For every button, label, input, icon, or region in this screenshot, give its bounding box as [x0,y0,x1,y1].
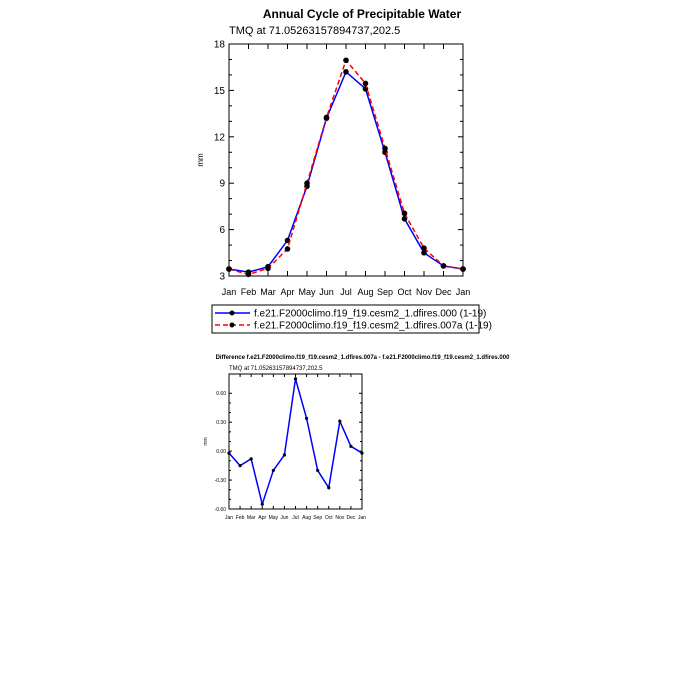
series-0-point [272,469,275,472]
plot-frame [229,374,362,509]
series-0-point [238,464,241,467]
x-tick-label: Jul [292,515,299,521]
series-0-point [327,486,330,489]
x-tick-label: Jun [319,287,334,297]
series-1-point [246,272,252,278]
x-tick-label: Dec [435,287,452,297]
series-1-point [226,266,232,272]
y-tick-label: 12 [213,132,225,144]
x-tick-label: Aug [357,287,374,297]
x-tick-label: Jan [224,515,234,521]
y-tick-label: 9 [219,178,225,190]
x-tick-label: Dec [346,515,356,521]
series-0-point [305,417,308,420]
series-line-0 [229,379,362,504]
x-tick-label: Jun [280,515,289,521]
y-tick-label: -0.60 [214,506,226,513]
x-tick-label: Feb [235,515,245,521]
series-0-point [261,503,264,506]
y-tick-label: 15 [213,85,225,97]
legend-marker-0 [230,311,235,316]
legend-marker-1 [230,323,235,328]
y-tick-label: 0.60 [216,391,226,398]
x-tick-label: Jan [221,287,237,297]
y-tick-label: 3 [219,271,225,283]
x-tick-label: Feb [240,287,257,297]
x-tick-label: Mar [246,515,256,521]
chart-subtitle: TMQ at 71.05263157894737,202.5 [229,25,401,37]
y-tick-label: 18 [213,39,225,51]
x-tick-label: Jan [455,287,471,297]
x-tick-label: Oct [324,515,333,521]
series-0-point [227,451,230,454]
series-1-point [363,81,369,87]
series-0-point [349,445,352,448]
series-1-point [402,211,408,217]
series-1-point [285,246,291,252]
y-tick-label: 0.30 [216,419,226,426]
y-axis-label: mm [203,437,209,446]
series-0-point [250,457,253,460]
series-1-point [382,146,388,152]
series-line-1 [229,60,463,274]
x-tick-label: Sep [376,287,394,297]
x-tick-label: Apr [258,515,267,521]
series-0-point [283,453,286,456]
series-1-point [304,180,310,186]
x-tick-label: Apr [280,287,295,297]
series-1-point [421,245,427,251]
series-0-point [294,377,297,380]
plot-frame [229,44,463,276]
series-0-point [360,451,363,454]
series-0-point [316,469,319,472]
legend-label: f.e21.F2000climo.f19_f19.cesm2_1.dfires.000 (1-19) [254,308,487,320]
series-1-point [460,266,466,272]
series-1-point [265,265,271,271]
x-tick-label: Nov [335,515,345,521]
series-0-point [338,420,341,423]
chart-subtitle: TMQ at 71.05263157894737,202.5 [229,366,323,372]
series-0-point [343,69,349,75]
series-line-0 [229,72,463,272]
legend-label: f.e21.F2000climo.f19_f19.cesm2_1.dfires.007a (1-19) [254,320,492,332]
y-tick-label: 6 [219,225,225,237]
x-tick-label: May [268,515,279,521]
x-tick-label: Jul [340,287,352,297]
chart-title: Annual Cycle of Precipitable Water [262,7,462,21]
x-tick-label: Jan [357,515,367,521]
y-tick-label: 0.00 [216,448,226,455]
series-1-point [324,115,330,121]
x-tick-label: Oct [397,287,412,297]
y-axis-label: mm [196,153,205,167]
x-tick-label: Aug [302,515,312,521]
series-1-point [343,57,349,63]
x-tick-label: May [298,287,316,297]
series-0-point [363,86,369,92]
y-tick-label: -0.30 [214,477,226,484]
x-tick-label: Mar [260,287,276,297]
chart-title: Difference f.e21.F2000climo.f19_f19.cesm2_1.dfires.007a - f.e21.F2000climo.f19_f19.cesm2_1.dfires.000 [215,355,510,361]
x-tick-label: Nov [415,287,433,297]
series-1-point [441,263,447,269]
x-tick-label: Sep [313,515,323,521]
